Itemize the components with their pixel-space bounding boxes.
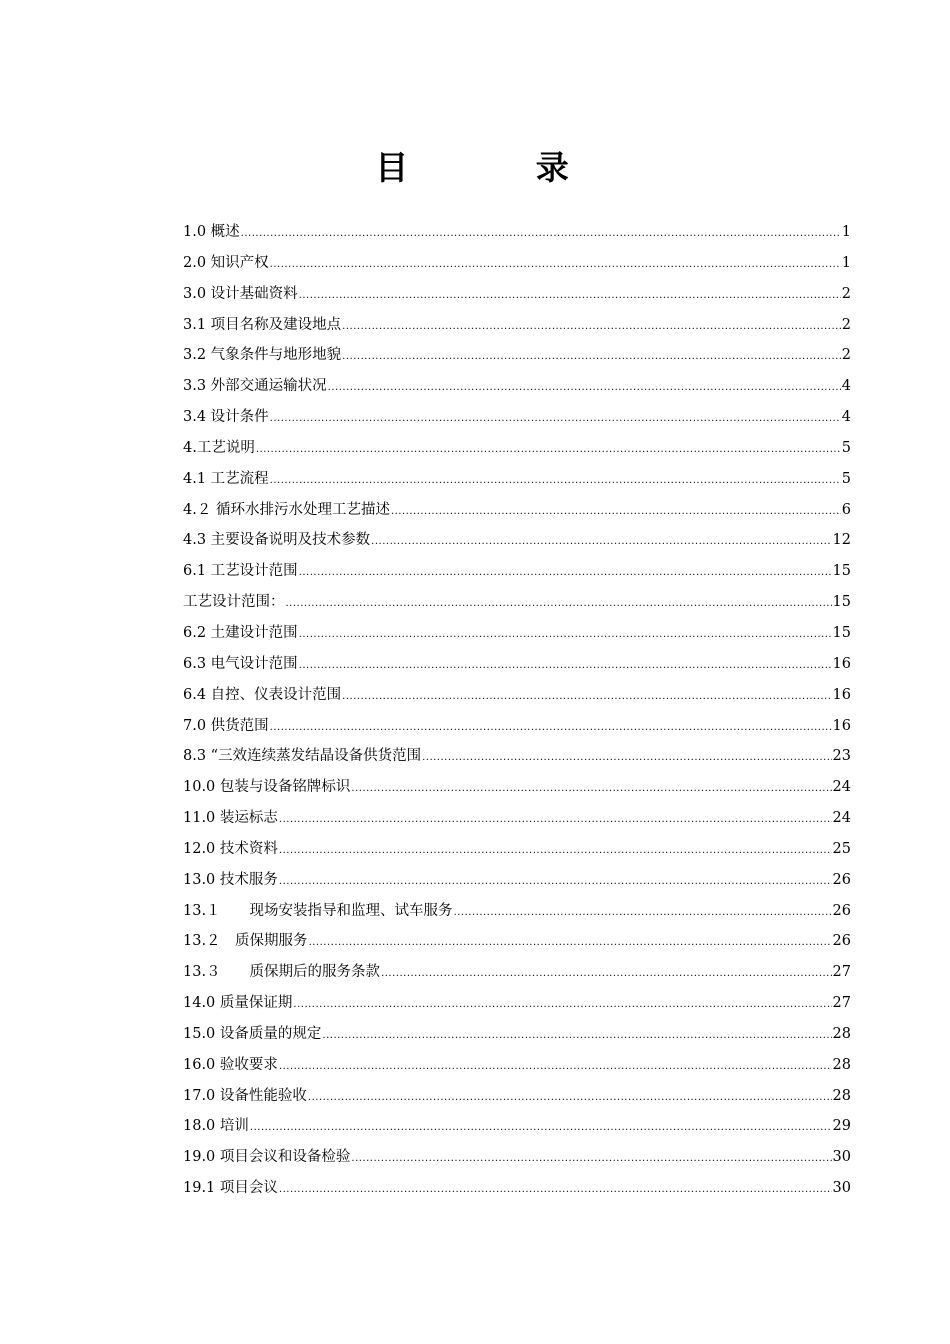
toc-entry-page-number: 27 bbox=[832, 995, 851, 1012]
toc-entry[interactable] bbox=[183, 498, 851, 529]
toc-entry-page-number: 28 bbox=[832, 1056, 851, 1073]
toc-dot-leader bbox=[299, 290, 841, 301]
toc-entry[interactable] bbox=[183, 899, 851, 930]
toc-dot-leader bbox=[270, 475, 841, 486]
toc-dot-leader bbox=[371, 536, 831, 547]
toc-dot-leader bbox=[391, 506, 841, 517]
toc-entry-label: 15.0 设备质量的规定 bbox=[183, 1025, 322, 1042]
toc-entry[interactable] bbox=[183, 837, 851, 868]
toc-entry[interactable] bbox=[183, 282, 851, 313]
toc-entry-label: 10.0 包装与设备铭牌标识 bbox=[183, 779, 351, 796]
toc-entry[interactable] bbox=[183, 806, 851, 837]
toc-entry-label: 8.3 “三效连续蒸发结晶设备供货范围 bbox=[183, 748, 422, 765]
toc-entry-page-number: 4 bbox=[841, 409, 851, 426]
toc-entry-page-number: 27 bbox=[832, 964, 851, 981]
toc-entry-page-number: 26 bbox=[832, 902, 851, 919]
toc-dot-leader bbox=[328, 382, 841, 393]
toc-entry[interactable] bbox=[183, 1084, 851, 1115]
toc-dot-leader bbox=[381, 968, 831, 979]
toc-entry-page-number: 23 bbox=[832, 748, 851, 765]
toc-entry[interactable] bbox=[183, 405, 851, 436]
toc-entry[interactable] bbox=[183, 1022, 851, 1053]
toc-entry-label: 12.0 技术资料 bbox=[183, 840, 278, 857]
toc-entry-label: 14.0 质量保证期 bbox=[183, 995, 293, 1012]
toc-entry-label: 11.0 装运标志 bbox=[183, 810, 278, 827]
toc-entry-label: 13.0 技术服务 bbox=[183, 871, 278, 888]
toc-entry[interactable] bbox=[183, 991, 851, 1022]
toc-dot-leader bbox=[299, 660, 832, 671]
toc-entry[interactable] bbox=[183, 559, 851, 590]
toc-entry-label: 6.3 电气设计范围 bbox=[183, 655, 298, 672]
toc-entry-label: 工艺设计范围： bbox=[183, 594, 285, 611]
toc-dot-leader bbox=[454, 907, 832, 918]
toc-entry-page-number: 1 bbox=[841, 224, 851, 240]
toc-entry-label: 19.1 项目会议 bbox=[183, 1180, 278, 1197]
toc-entry-label: 1.0 概述 bbox=[183, 224, 240, 240]
toc-dot-leader bbox=[279, 1184, 832, 1195]
toc-dot-leader bbox=[241, 228, 841, 239]
toc-entry-page-number: 25 bbox=[832, 840, 851, 857]
toc-entry[interactable] bbox=[183, 1176, 851, 1207]
toc-entry-label: 7.0 供货范围 bbox=[183, 717, 269, 734]
toc-dot-leader bbox=[308, 1092, 832, 1103]
toc-entry-page-number: 28 bbox=[832, 1087, 851, 1104]
toc-entry-page-number: 24 bbox=[832, 810, 851, 827]
toc-entry[interactable] bbox=[183, 374, 851, 405]
toc-dot-leader bbox=[342, 321, 841, 332]
toc-entry[interactable] bbox=[183, 220, 851, 251]
toc-entry[interactable] bbox=[183, 652, 851, 683]
toc-entry-page-number: 2 bbox=[841, 285, 851, 302]
toc-dot-leader bbox=[299, 629, 832, 640]
toc-entry-page-number: 26 bbox=[832, 871, 851, 888]
toc-dot-leader bbox=[279, 814, 832, 825]
toc-dot-leader bbox=[342, 691, 831, 702]
toc-dot-leader bbox=[279, 845, 832, 856]
toc-entry-label: 4.3 主要设备说明及技术参数 bbox=[183, 532, 371, 549]
toc-entry[interactable] bbox=[183, 775, 851, 806]
toc-entry-page-number: 5 bbox=[841, 470, 851, 487]
toc-entry-label: 3.2 气象条件与地形地貌 bbox=[183, 347, 342, 364]
toc-entry-page-number: 2 bbox=[841, 347, 851, 364]
toc-dot-leader bbox=[286, 598, 832, 609]
toc-entry-page-number: 4 bbox=[841, 378, 851, 395]
toc-entry[interactable] bbox=[183, 929, 851, 960]
toc-entry-label: 18.0 培训 bbox=[183, 1118, 249, 1135]
toc-entry-page-number: 12 bbox=[832, 532, 851, 549]
toc-dot-leader bbox=[322, 1030, 831, 1041]
toc-entry-label: 13.２ 质保期服务 bbox=[183, 933, 308, 950]
toc-dot-leader bbox=[270, 259, 841, 270]
toc-entry[interactable] bbox=[183, 683, 851, 714]
toc-entry-label: 13.１ 现场安装指导和监理、试车服务 bbox=[183, 902, 453, 919]
toc-entry-label: 4.２ 循环水排污水处理工艺描述 bbox=[183, 501, 390, 518]
toc-entry-page-number: 28 bbox=[832, 1025, 851, 1042]
toc-entry-label: 3.0 设计基础资料 bbox=[183, 285, 298, 302]
toc-entry[interactable] bbox=[183, 313, 851, 344]
toc-dot-leader bbox=[250, 1122, 832, 1133]
toc-entry-page-number: 15 bbox=[832, 563, 851, 580]
toc-dot-leader bbox=[270, 722, 832, 733]
toc-dot-leader bbox=[256, 444, 841, 455]
toc-dot-leader bbox=[279, 1061, 832, 1072]
toc-entry-label: 6.2 土建设计范围 bbox=[183, 624, 298, 641]
toc-entry-label: 3.1 项目名称及建设地点 bbox=[183, 316, 342, 333]
toc-entry[interactable] bbox=[183, 1145, 851, 1176]
toc-dot-leader bbox=[293, 999, 831, 1010]
toc-entry[interactable] bbox=[183, 343, 851, 374]
toc-entry-label: 3.3 外部交通运输状况 bbox=[183, 378, 327, 395]
toc-entry-label: 19.0 项目会议和设备检验 bbox=[183, 1149, 351, 1166]
table-of-contents bbox=[183, 220, 851, 1207]
toc-entry-label: 4.1 工艺流程 bbox=[183, 470, 269, 487]
toc-entry-page-number: 6 bbox=[841, 501, 851, 518]
toc-entry-page-number: 30 bbox=[832, 1180, 851, 1197]
toc-entry[interactable] bbox=[183, 436, 851, 467]
toc-entry[interactable] bbox=[183, 868, 851, 899]
toc-entry-label: 6.4 自控、仪表设计范围 bbox=[183, 686, 342, 703]
toc-entry-page-number: 30 bbox=[832, 1149, 851, 1166]
toc-entry[interactable] bbox=[183, 744, 851, 775]
toc-entry-page-number: 16 bbox=[832, 686, 851, 703]
toc-entry-page-number: 15 bbox=[832, 624, 851, 641]
toc-entry[interactable] bbox=[183, 714, 851, 745]
toc-entry-page-number: 1 bbox=[841, 254, 851, 271]
toc-entry-page-number: 29 bbox=[832, 1118, 851, 1135]
toc-entry-page-number: 24 bbox=[832, 779, 851, 796]
toc-entry[interactable] bbox=[183, 1053, 851, 1084]
toc-entry-label: 13.３ 质保期后的服务条款 bbox=[183, 964, 381, 981]
toc-entry[interactable] bbox=[183, 1114, 851, 1145]
toc-entry-label: 4.工艺说明 bbox=[183, 439, 255, 456]
toc-dot-leader bbox=[279, 876, 832, 887]
toc-dot-leader bbox=[270, 413, 841, 424]
toc-dot-leader bbox=[422, 752, 831, 763]
toc-entry-label: 17.0 设备性能验收 bbox=[183, 1087, 307, 1104]
toc-entry-label: 3.4 设计条件 bbox=[183, 409, 269, 426]
toc-entry[interactable] bbox=[183, 467, 851, 498]
toc-entry-page-number: 2 bbox=[841, 316, 851, 333]
toc-entry-page-number: 5 bbox=[841, 439, 851, 456]
toc-entry-label: 6.1 工艺设计范围 bbox=[183, 563, 298, 580]
page-title: 目 录 bbox=[375, 148, 627, 187]
toc-dot-leader bbox=[309, 937, 832, 948]
toc-entry-page-number: 16 bbox=[832, 655, 851, 672]
toc-dot-leader bbox=[351, 783, 831, 794]
toc-dot-leader bbox=[342, 351, 841, 362]
toc-dot-leader bbox=[351, 1153, 831, 1164]
toc-entry-label: 16.0 验收要求 bbox=[183, 1056, 278, 1073]
toc-entry-page-number: 15 bbox=[832, 594, 851, 611]
toc-entry-page-number: 26 bbox=[832, 933, 851, 950]
toc-entry[interactable] bbox=[183, 251, 851, 282]
toc-entry[interactable] bbox=[183, 590, 851, 621]
toc-dot-leader bbox=[299, 567, 832, 578]
toc-entry[interactable] bbox=[183, 960, 851, 991]
toc-entry-page-number: 16 bbox=[832, 717, 851, 734]
toc-entry-label: 2.0 知识产权 bbox=[183, 254, 269, 271]
toc-entry[interactable] bbox=[183, 621, 851, 652]
toc-entry[interactable] bbox=[183, 528, 851, 559]
